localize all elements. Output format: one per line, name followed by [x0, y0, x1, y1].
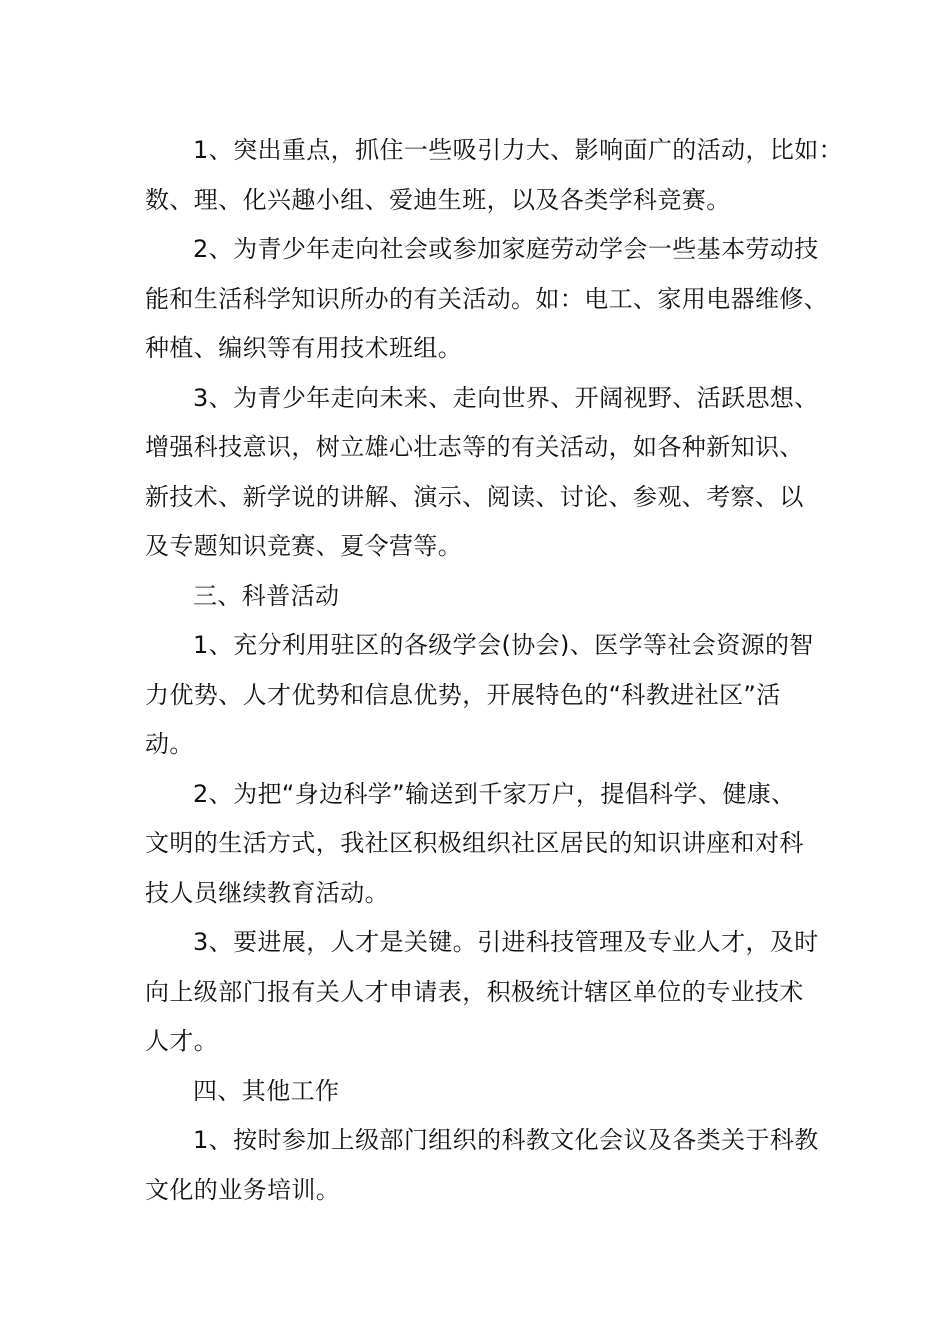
- paragraph-line: 能和生活科学知识所办的有关活动。如：电工、家用电器维修、: [145, 284, 829, 313]
- section-heading-other-work: [145, 1067, 825, 1117]
- paragraph-line: 1、按时参加上级部门组织的科教文化会议及各类关于科教: [193, 1126, 819, 1154]
- paragraph-meetings-training: [145, 1116, 825, 1215]
- paragraph-line: 1、充分利用驻区的各级学会(协会)、医学等社会资源的智: [193, 631, 814, 659]
- paragraph-line: 2、为青少年走向社会或参加家庭劳动学会一些基本劳动技: [193, 235, 819, 263]
- section-heading: 三、科普活动: [193, 581, 340, 610]
- paragraph-interest-groups: [145, 126, 844, 225]
- paragraph-line: 文明的生活方式，我社区积极组织社区居民的知识讲座和对科: [145, 829, 804, 857]
- paragraph-line: 3、为青少年走向未来、走向世界、开阔视野、活跃思想、: [193, 383, 819, 412]
- paragraph-line: 向上级部门报有关人才申请表，积极统计辖区单位的专业技术: [145, 977, 804, 1006]
- paragraph-science-outreach: [145, 770, 825, 919]
- paragraph-line: 技人员继续教育活动。: [145, 878, 389, 907]
- paragraph-line: 2、为把“身边科学”输送到千家万户，提倡科学、健康、: [193, 779, 796, 808]
- paragraph-line: 增强科技意识，树立雄心壮志等的有关活动，如各种新知识、: [145, 433, 804, 461]
- paragraph-line: 新技术、新学说的讲解、演示、阅读、讨论、参观、考察、以: [145, 482, 804, 511]
- section-heading: 四、其他工作: [193, 1076, 340, 1105]
- paragraph-line: 力优势、人才优势和信息优势，开展特色的“科教进社区”活: [145, 680, 781, 709]
- section-heading-science-popularization: [145, 572, 825, 622]
- paragraph-line: 动。: [145, 730, 194, 758]
- paragraph-talent: [145, 918, 825, 1067]
- paragraph-line: 人才。: [145, 1027, 219, 1055]
- paragraph-line: 数、理、化兴趣小组、爱迪生班，以及各类学科竞赛。: [145, 185, 731, 214]
- paragraph-line: 文化的业务培训。: [145, 1175, 341, 1204]
- paragraph-future-activities: [145, 374, 825, 572]
- paragraph-labor-skills: [145, 225, 829, 374]
- paragraph-line: 1、突出重点，抓住一些吸引力大、影响面广的活动，比如：: [193, 136, 844, 164]
- paragraph-line: 种植、编织等有用技术班组。: [145, 334, 463, 362]
- paragraph-line: 及专题知识竞赛、夏令营等。: [145, 532, 463, 560]
- paragraph-line: 3、要进展，人才是关键。引进科技管理及专业人才，及时: [193, 928, 819, 956]
- paragraph-community-resources: [145, 621, 825, 770]
- document-body: [145, 126, 844, 1215]
